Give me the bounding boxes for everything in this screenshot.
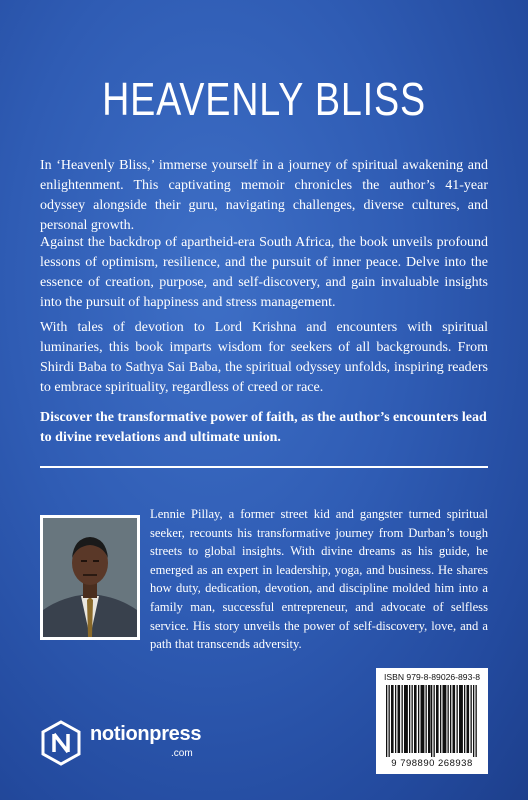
barcode-number: 9 798890 268938 bbox=[391, 758, 473, 769]
isbn-text: ISBN 979-8-89026-893-8 bbox=[383, 672, 481, 682]
author-portrait-image bbox=[43, 518, 137, 637]
blurb-paragraph-1: In ‘Heavenly Bliss,’ immerse yourself in a journey of spiritual awakening and enlightenment. This captivating memoir chronicles the author’s 41-year odyssey alongside their guru, navigating challenges, diverse cultures, and personal growth. bbox=[40, 158, 488, 233]
barcode-panel bbox=[376, 668, 488, 774]
blurb-paragraph-3: With tales of devotion to Lord Krishna and encounters with spiritual luminaries, this book imparts wisdom for seekers of all backgrounds. From Shirdi Baba to Sathya Sai Baba, the spiritual odyssey unfolds, inspiring readers to embrace spirituality, regardless of creed or race. bbox=[40, 320, 488, 395]
publisher-tld: .com bbox=[171, 748, 193, 759]
publisher-name: notionpress bbox=[90, 723, 202, 745]
author-photo bbox=[40, 515, 140, 640]
notionpress-logo-icon bbox=[40, 720, 82, 766]
barcode-icon bbox=[384, 685, 480, 757]
blurb-tagline: Discover the transformative power of faith, as the author’s encounters lead to divine revelations and ultimate union. bbox=[40, 410, 487, 445]
blurb-paragraph-2: Against the backdrop of apartheid-era South Africa, the book unveils profound lessons of optimism, resilience, and the pursuit of inner peace. Delve into the essence of creation, purpose, and self-discovery, and gain invaluable insights into the pursuit of happiness and stress management. bbox=[40, 235, 488, 310]
author-bio: Lennie Pillay, a former street kid and gangster turned spiritual seeker, recounts his transformative journey from Durban’s tough streets to global insights. With divine dreams as his guide, he emerged as an expert in leadership, yoga, and business. He shares how duty, dedication, devotion, and discipline molded him into a family man, successful entrepreneur, and advocate of selfless service. His story unveils the power of self-discovery, love, and a path that transcends adversity. bbox=[150, 507, 488, 652]
publisher-logo bbox=[40, 718, 240, 768]
section-divider bbox=[40, 466, 488, 468]
book-title: HEAVENLY BLISS bbox=[102, 73, 426, 125]
